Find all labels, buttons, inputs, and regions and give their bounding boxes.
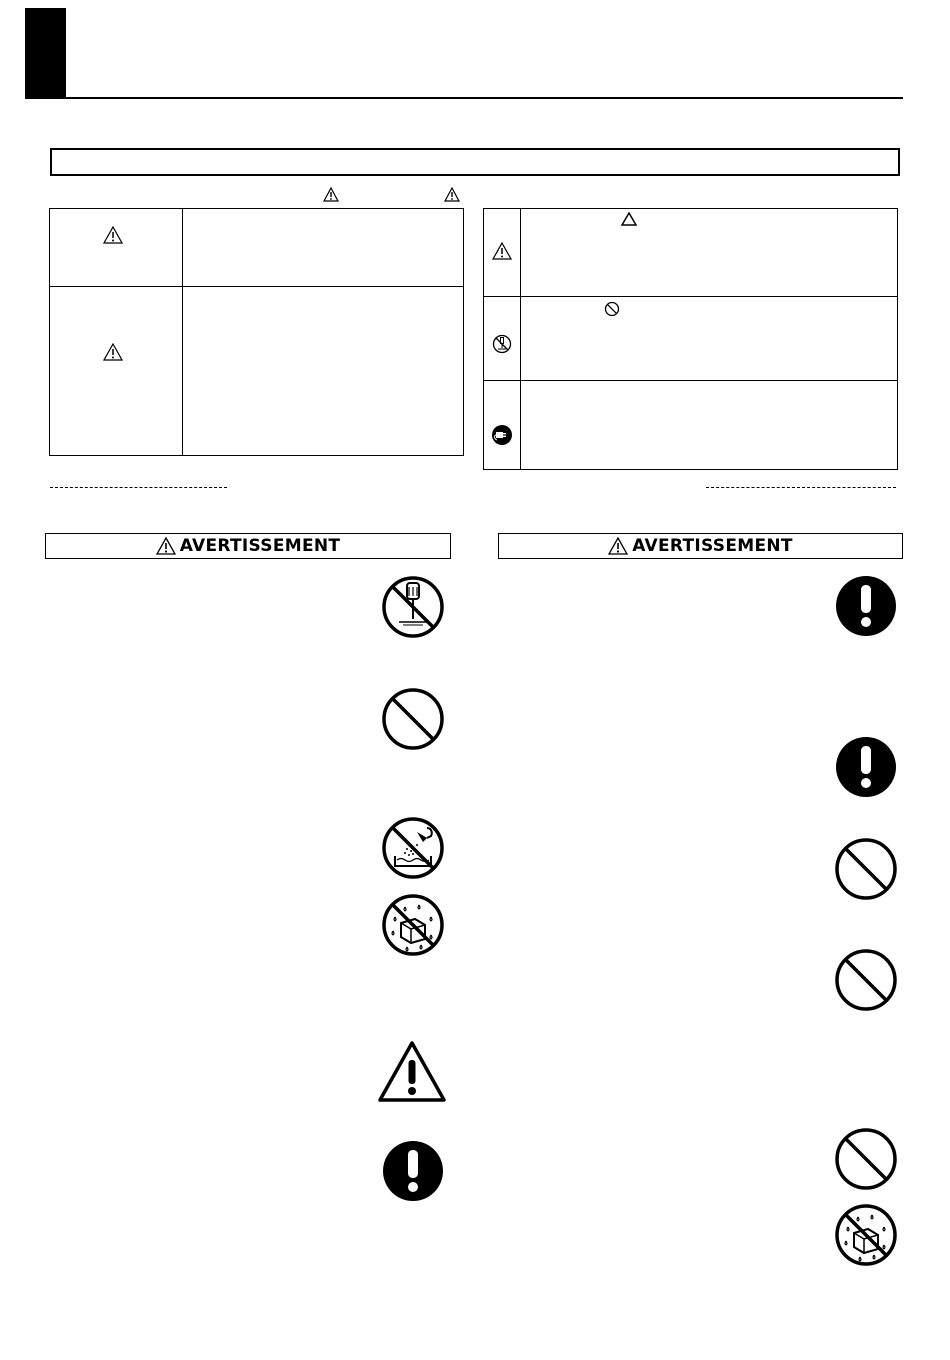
warning-triangle-icon (103, 226, 123, 244)
title-box (50, 148, 900, 176)
warning-triangle-icon (323, 187, 339, 202)
warning-heading-label: AVERTISSEMENT (179, 536, 341, 556)
table-divider (483, 296, 898, 297)
table-divider (520, 208, 521, 470)
do-not-disassemble-icon (381, 575, 445, 639)
no-wet-object-icon (381, 893, 445, 957)
warning-heading-label: AVERTISSEMENT (632, 536, 793, 556)
do-not-disassemble-icon (492, 334, 512, 354)
warning-triangle-icon (103, 343, 123, 361)
prohibited-icon (834, 837, 898, 901)
prohibited-icon (381, 687, 445, 751)
table-divider (483, 380, 898, 381)
prohibited-icon (604, 301, 620, 317)
mandatory-icon (835, 736, 897, 798)
prohibited-icon (834, 948, 898, 1012)
left-legend-table (49, 208, 464, 456)
prohibited-icon (834, 1127, 898, 1191)
warning-triangle-icon (608, 537, 628, 555)
mandatory-icon (835, 575, 897, 637)
warning-heading (498, 533, 903, 559)
table-divider (182, 208, 183, 456)
dashed-separator (706, 487, 896, 488)
caution-triangle-icon (621, 212, 637, 226)
no-wet-object-icon (834, 1203, 898, 1267)
warning-triangle-icon (492, 242, 512, 260)
warning-triangle-icon (444, 187, 460, 202)
warning-heading (45, 533, 451, 559)
header-rule (25, 97, 903, 99)
chapter-tab (25, 8, 66, 98)
warning-triangle-icon (156, 537, 176, 555)
warning-triangle-icon (377, 1040, 447, 1104)
table-divider (49, 286, 464, 287)
no-water-icon (381, 816, 445, 880)
unplug-icon (491, 424, 513, 446)
mandatory-icon (382, 1140, 444, 1202)
right-legend-table (483, 208, 898, 470)
dashed-separator (50, 487, 227, 488)
